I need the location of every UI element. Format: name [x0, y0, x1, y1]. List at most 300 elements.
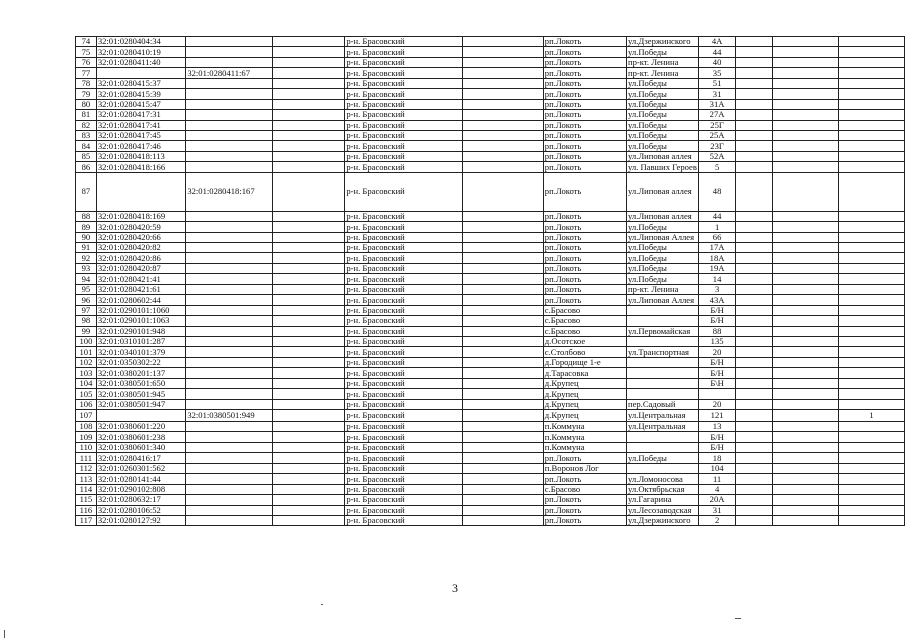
- table-row: [76, 326, 905, 336]
- house-number: [698, 389, 735, 399]
- street: ул.Победы: [626, 141, 698, 151]
- cadastral-number-alt: [186, 37, 272, 47]
- row-number: 110: [76, 442, 97, 452]
- empty-cell: [463, 37, 543, 47]
- mark: [838, 37, 904, 47]
- scan-speck: [735, 618, 741, 619]
- empty-cell: [272, 410, 345, 422]
- table-row: [76, 389, 905, 399]
- empty-cell: [272, 305, 345, 315]
- empty-cell: [463, 263, 543, 273]
- empty-cell: [773, 399, 839, 409]
- row-number: 106: [76, 399, 97, 409]
- empty-cell: [463, 399, 543, 409]
- cadastral-number-alt: [186, 78, 272, 88]
- settlement: рп.Локоть: [543, 263, 626, 273]
- street: ул.Дзержинского: [626, 37, 698, 47]
- empty-cell: [463, 336, 543, 346]
- table-row: [76, 305, 905, 315]
- cadastral-number-alt: [186, 326, 272, 336]
- settlement: рп.Локоть: [543, 130, 626, 140]
- district: р-н. Брасовский: [345, 484, 463, 494]
- district: р-н. Брасовский: [345, 515, 463, 525]
- mark: [838, 316, 904, 326]
- settlement: рп.Локоть: [543, 57, 626, 67]
- table-body: [76, 37, 905, 526]
- house-number: 48: [698, 172, 735, 211]
- mark: [838, 432, 904, 442]
- empty-cell: [773, 232, 839, 242]
- empty-cell: [736, 368, 773, 378]
- street: ул.Липовая Аллея: [626, 295, 698, 305]
- cadastral-number: 32:01:0280420:82: [96, 243, 185, 253]
- empty-cell: [773, 432, 839, 442]
- street: [626, 316, 698, 326]
- settlement: рп.Локоть: [543, 68, 626, 78]
- street: пр-кт. Ленина: [626, 57, 698, 67]
- empty-cell: [736, 141, 773, 151]
- row-number: 81: [76, 110, 97, 120]
- row-number: 77: [76, 68, 97, 78]
- row-number: 92: [76, 253, 97, 263]
- empty-cell: [272, 151, 345, 161]
- settlement: рп.Локоть: [543, 284, 626, 294]
- cadastral-number: 32:01:0280420:86: [96, 253, 185, 263]
- district: р-н. Брасовский: [345, 347, 463, 357]
- table-row: [76, 120, 905, 130]
- district: р-н. Брасовский: [345, 222, 463, 232]
- empty-cell: [773, 211, 839, 221]
- mark: [838, 120, 904, 130]
- settlement: д.Крупец: [543, 410, 626, 422]
- settlement: рп.Локоть: [543, 151, 626, 161]
- district: р-н. Брасовский: [345, 316, 463, 326]
- empty-cell: [272, 378, 345, 388]
- cadastral-number-alt: [186, 495, 272, 505]
- house-number: 4: [698, 484, 735, 494]
- cadastral-number: 32:01:0340101:379: [96, 347, 185, 357]
- mark: 1: [838, 410, 904, 422]
- empty-cell: [272, 474, 345, 484]
- settlement: д.Крупец: [543, 389, 626, 399]
- district: р-н. Брасовский: [345, 120, 463, 130]
- cadastral-number-alt: [186, 347, 272, 357]
- cadastral-number-alt: [186, 89, 272, 99]
- cadastral-number-alt: [186, 336, 272, 346]
- mark: [838, 368, 904, 378]
- mark: [838, 172, 904, 211]
- house-number: 11: [698, 474, 735, 484]
- empty-cell: [272, 130, 345, 140]
- settlement: рп.Локоть: [543, 47, 626, 57]
- row-number: 85: [76, 151, 97, 161]
- settlement: рп.Локоть: [543, 110, 626, 120]
- row-number: 108: [76, 422, 97, 432]
- street: [626, 378, 698, 388]
- empty-cell: [463, 222, 543, 232]
- house-number: 17А: [698, 243, 735, 253]
- cadastral-number-alt: [186, 357, 272, 367]
- empty-cell: [773, 484, 839, 494]
- street: ул.Победы: [626, 263, 698, 273]
- empty-cell: [736, 99, 773, 109]
- settlement: рп.Локоть: [543, 505, 626, 515]
- district: р-н. Брасовский: [345, 336, 463, 346]
- mark: [838, 422, 904, 432]
- table-row: [76, 232, 905, 242]
- mark: [838, 232, 904, 242]
- mark: [838, 110, 904, 120]
- cadastral-number: 32:01:0290101:1063: [96, 316, 185, 326]
- cadastral-number: 32:01:0280418:166: [96, 162, 185, 172]
- empty-cell: [736, 389, 773, 399]
- table-row: [76, 453, 905, 463]
- empty-cell: [463, 151, 543, 161]
- empty-cell: [736, 326, 773, 336]
- empty-cell: [272, 47, 345, 57]
- empty-cell: [736, 357, 773, 367]
- table-row: [76, 295, 905, 305]
- district: р-н. Брасовский: [345, 162, 463, 172]
- table-row: [76, 47, 905, 57]
- row-number: 95: [76, 284, 97, 294]
- street: ул.Победы: [626, 243, 698, 253]
- cadastral-number-alt: [186, 515, 272, 525]
- mark: [838, 263, 904, 273]
- district: р-н. Брасовский: [345, 263, 463, 273]
- empty-cell: [463, 422, 543, 432]
- settlement: п.Коммуна: [543, 432, 626, 442]
- mark: [838, 211, 904, 221]
- empty-cell: [272, 284, 345, 294]
- cadastral-number: 32:01:0380501:947: [96, 399, 185, 409]
- mark: [838, 474, 904, 484]
- empty-cell: [272, 295, 345, 305]
- settlement: рп.Локоть: [543, 474, 626, 484]
- district: р-н. Брасовский: [345, 57, 463, 67]
- district: р-н. Брасовский: [345, 47, 463, 57]
- row-number: 90: [76, 232, 97, 242]
- empty-cell: [272, 326, 345, 336]
- empty-cell: [736, 284, 773, 294]
- row-number: 116: [76, 505, 97, 515]
- table-row: [76, 316, 905, 326]
- empty-cell: [773, 110, 839, 120]
- table-row: [76, 399, 905, 409]
- cadastral-number: 32:01:0280417:31: [96, 110, 185, 120]
- empty-cell: [736, 442, 773, 452]
- mark: [838, 357, 904, 367]
- table-row: [76, 347, 905, 357]
- empty-cell: [773, 326, 839, 336]
- table-row: [76, 57, 905, 67]
- street: [626, 432, 698, 442]
- empty-cell: [463, 253, 543, 263]
- empty-cell: [463, 57, 543, 67]
- street: ул.Центральная: [626, 410, 698, 422]
- cadastral-number-alt: 32:01:0380501:949: [186, 410, 272, 422]
- empty-cell: [773, 120, 839, 130]
- district: р-н. Брасовский: [345, 99, 463, 109]
- cadastral-number-alt: [186, 316, 272, 326]
- house-number: 20: [698, 347, 735, 357]
- empty-cell: [463, 295, 543, 305]
- empty-cell: [463, 453, 543, 463]
- mark: [838, 57, 904, 67]
- table-row: [76, 130, 905, 140]
- empty-cell: [272, 432, 345, 442]
- empty-cell: [272, 172, 345, 211]
- empty-cell: [272, 442, 345, 452]
- cadastral-number-alt: [186, 57, 272, 67]
- empty-cell: [272, 99, 345, 109]
- table-row: [76, 442, 905, 452]
- district: р-н. Брасовский: [345, 389, 463, 399]
- house-number: 18А: [698, 253, 735, 263]
- empty-cell: [272, 484, 345, 494]
- table-row: [76, 495, 905, 505]
- cadastral-number: 32:01:0380501:945: [96, 389, 185, 399]
- row-number: 87: [76, 172, 97, 211]
- district: р-н. Брасовский: [345, 474, 463, 484]
- mark: [838, 378, 904, 388]
- empty-cell: [272, 336, 345, 346]
- house-number: 4А: [698, 37, 735, 47]
- empty-cell: [773, 505, 839, 515]
- house-number: 31: [698, 505, 735, 515]
- cadastral-number: 32:01:0380601:238: [96, 432, 185, 442]
- settlement: рп.Локоть: [543, 120, 626, 130]
- empty-cell: [272, 399, 345, 409]
- cadastral-number: 32:01:0290101:1060: [96, 305, 185, 315]
- settlement: рп.Локоть: [543, 211, 626, 221]
- empty-cell: [272, 141, 345, 151]
- cadastral-number-alt: [186, 399, 272, 409]
- cadastral-number: [96, 410, 185, 422]
- street: [626, 463, 698, 473]
- empty-cell: [463, 141, 543, 151]
- cadastral-number: 32:01:0280420:87: [96, 263, 185, 273]
- empty-cell: [463, 130, 543, 140]
- empty-cell: [736, 495, 773, 505]
- cadastral-number: 32:01:0280420:59: [96, 222, 185, 232]
- empty-cell: [773, 378, 839, 388]
- street: [626, 389, 698, 399]
- row-number: 89: [76, 222, 97, 232]
- empty-cell: [773, 336, 839, 346]
- district: р-н. Брасовский: [345, 151, 463, 161]
- row-number: 80: [76, 99, 97, 109]
- empty-cell: [736, 378, 773, 388]
- street: [626, 442, 698, 452]
- settlement: с.Столбово: [543, 347, 626, 357]
- street: ул.Победы: [626, 120, 698, 130]
- cadastral-number-alt: [186, 99, 272, 109]
- table-row: [76, 78, 905, 88]
- district: р-н. Брасовский: [345, 89, 463, 99]
- district: р-н. Брасовский: [345, 232, 463, 242]
- empty-cell: [736, 274, 773, 284]
- mark: [838, 151, 904, 161]
- row-number: 75: [76, 47, 97, 57]
- mark: [838, 89, 904, 99]
- table-row: [76, 505, 905, 515]
- empty-cell: [463, 347, 543, 357]
- table-row: [76, 378, 905, 388]
- empty-cell: [463, 305, 543, 315]
- empty-cell: [773, 151, 839, 161]
- cadastral-number: 32:01:0280420:66: [96, 232, 185, 242]
- house-number: 1: [698, 222, 735, 232]
- empty-cell: [272, 422, 345, 432]
- table-row: [76, 141, 905, 151]
- empty-cell: [736, 453, 773, 463]
- cadastral-number: 32:01:0380601:340: [96, 442, 185, 452]
- empty-cell: [773, 389, 839, 399]
- house-number: Б/Н: [698, 368, 735, 378]
- empty-cell: [773, 453, 839, 463]
- empty-cell: [773, 316, 839, 326]
- row-number: 115: [76, 495, 97, 505]
- cadastral-number: 32:01:0280106:52: [96, 505, 185, 515]
- cadastral-number: 32:01:0280602:44: [96, 295, 185, 305]
- empty-cell: [736, 316, 773, 326]
- empty-cell: [773, 274, 839, 284]
- cadastral-number-alt: [186, 463, 272, 473]
- empty-cell: [736, 515, 773, 525]
- mark: [838, 222, 904, 232]
- house-number: 66: [698, 232, 735, 242]
- empty-cell: [463, 89, 543, 99]
- empty-cell: [736, 422, 773, 432]
- house-number: 31А: [698, 99, 735, 109]
- empty-cell: [463, 284, 543, 294]
- street: ул. Павших Героев: [627, 161, 697, 172]
- empty-cell: [736, 295, 773, 305]
- settlement: п.Коммуна: [543, 422, 626, 432]
- empty-cell: [773, 357, 839, 367]
- cadastral-number-alt: [186, 442, 272, 452]
- empty-cell: [773, 515, 839, 525]
- district: р-н. Брасовский: [345, 211, 463, 221]
- district: р-н. Брасовский: [345, 422, 463, 432]
- district: р-н. Брасовский: [345, 130, 463, 140]
- cadastral-number: 32:01:0280410:19: [96, 47, 185, 57]
- empty-cell: [463, 368, 543, 378]
- row-number: 88: [76, 211, 97, 221]
- cadastral-number-alt: [186, 389, 272, 399]
- empty-cell: [272, 253, 345, 263]
- cadastral-number-alt: [186, 263, 272, 273]
- district: р-н. Брасовский: [345, 78, 463, 88]
- cadastral-number-alt: [186, 378, 272, 388]
- cadastral-number: 32:01:0380501:650: [96, 378, 185, 388]
- empty-cell: [773, 222, 839, 232]
- street: пр-кт. Ленина: [626, 68, 698, 78]
- empty-cell: [463, 232, 543, 242]
- cadastral-number: 32:01:0350302:22: [96, 357, 185, 367]
- scan-speck: [4, 630, 5, 638]
- row-number: 107: [76, 410, 97, 422]
- empty-cell: [736, 410, 773, 422]
- cadastral-number: 32:01:0280632:17: [96, 495, 185, 505]
- empty-cell: [463, 99, 543, 109]
- street: ул.Победы: [626, 274, 698, 284]
- table-row: [76, 357, 905, 367]
- cadastral-number-alt: [186, 274, 272, 284]
- mark: [838, 99, 904, 109]
- empty-cell: [463, 78, 543, 88]
- district: р-н. Брасовский: [345, 368, 463, 378]
- mark: [838, 295, 904, 305]
- empty-cell: [736, 222, 773, 232]
- empty-cell: [736, 37, 773, 47]
- settlement: рп.Локоть: [543, 162, 626, 172]
- table-row: [76, 222, 905, 232]
- cadastral-number-alt: [186, 453, 272, 463]
- district: р-н. Брасовский: [345, 505, 463, 515]
- empty-cell: [773, 37, 839, 47]
- empty-cell: [736, 57, 773, 67]
- mark: [838, 515, 904, 525]
- district: р-н. Брасовский: [345, 357, 463, 367]
- mark: [838, 47, 904, 57]
- row-number: 79: [76, 89, 97, 99]
- row-number: 96: [76, 295, 97, 305]
- empty-cell: [272, 515, 345, 525]
- table-row: [76, 336, 905, 346]
- empty-cell: [463, 442, 543, 452]
- mark: [838, 253, 904, 263]
- cadastral-number-alt: [186, 422, 272, 432]
- cadastral-number-alt: [186, 110, 272, 120]
- table-row: [76, 110, 905, 120]
- settlement: рп.Локоть: [543, 243, 626, 253]
- cadastral-number-alt: [186, 295, 272, 305]
- house-number: 14: [698, 274, 735, 284]
- table-row: [76, 89, 905, 99]
- house-number: 20: [698, 399, 735, 409]
- empty-cell: [773, 495, 839, 505]
- empty-cell: [272, 368, 345, 378]
- house-number: Б/Н: [698, 316, 735, 326]
- house-number: 44: [698, 211, 735, 221]
- district: р-н. Брасовский: [345, 453, 463, 463]
- street: ул.Победы: [626, 99, 698, 109]
- empty-cell: [463, 484, 543, 494]
- empty-cell: [773, 368, 839, 378]
- empty-cell: [736, 151, 773, 161]
- empty-cell: [463, 316, 543, 326]
- district: р-н. Брасовский: [345, 110, 463, 120]
- empty-cell: [773, 162, 839, 172]
- street: ул.Победы: [626, 78, 698, 88]
- table-row: [76, 263, 905, 273]
- empty-cell: [773, 243, 839, 253]
- settlement: рп.Локоть: [543, 295, 626, 305]
- empty-cell: [463, 243, 543, 253]
- district: р-н. Брасовский: [345, 141, 463, 151]
- mark: [838, 162, 904, 172]
- district: р-н. Брасовский: [345, 495, 463, 505]
- district: р-н. Брасовский: [345, 243, 463, 253]
- cadastral-number-alt: 32:01:0280411:67: [186, 68, 272, 78]
- empty-cell: [463, 463, 543, 473]
- street: ул.Победы: [626, 253, 698, 263]
- mark: [838, 284, 904, 294]
- table-row: [76, 274, 905, 284]
- empty-cell: [463, 326, 543, 336]
